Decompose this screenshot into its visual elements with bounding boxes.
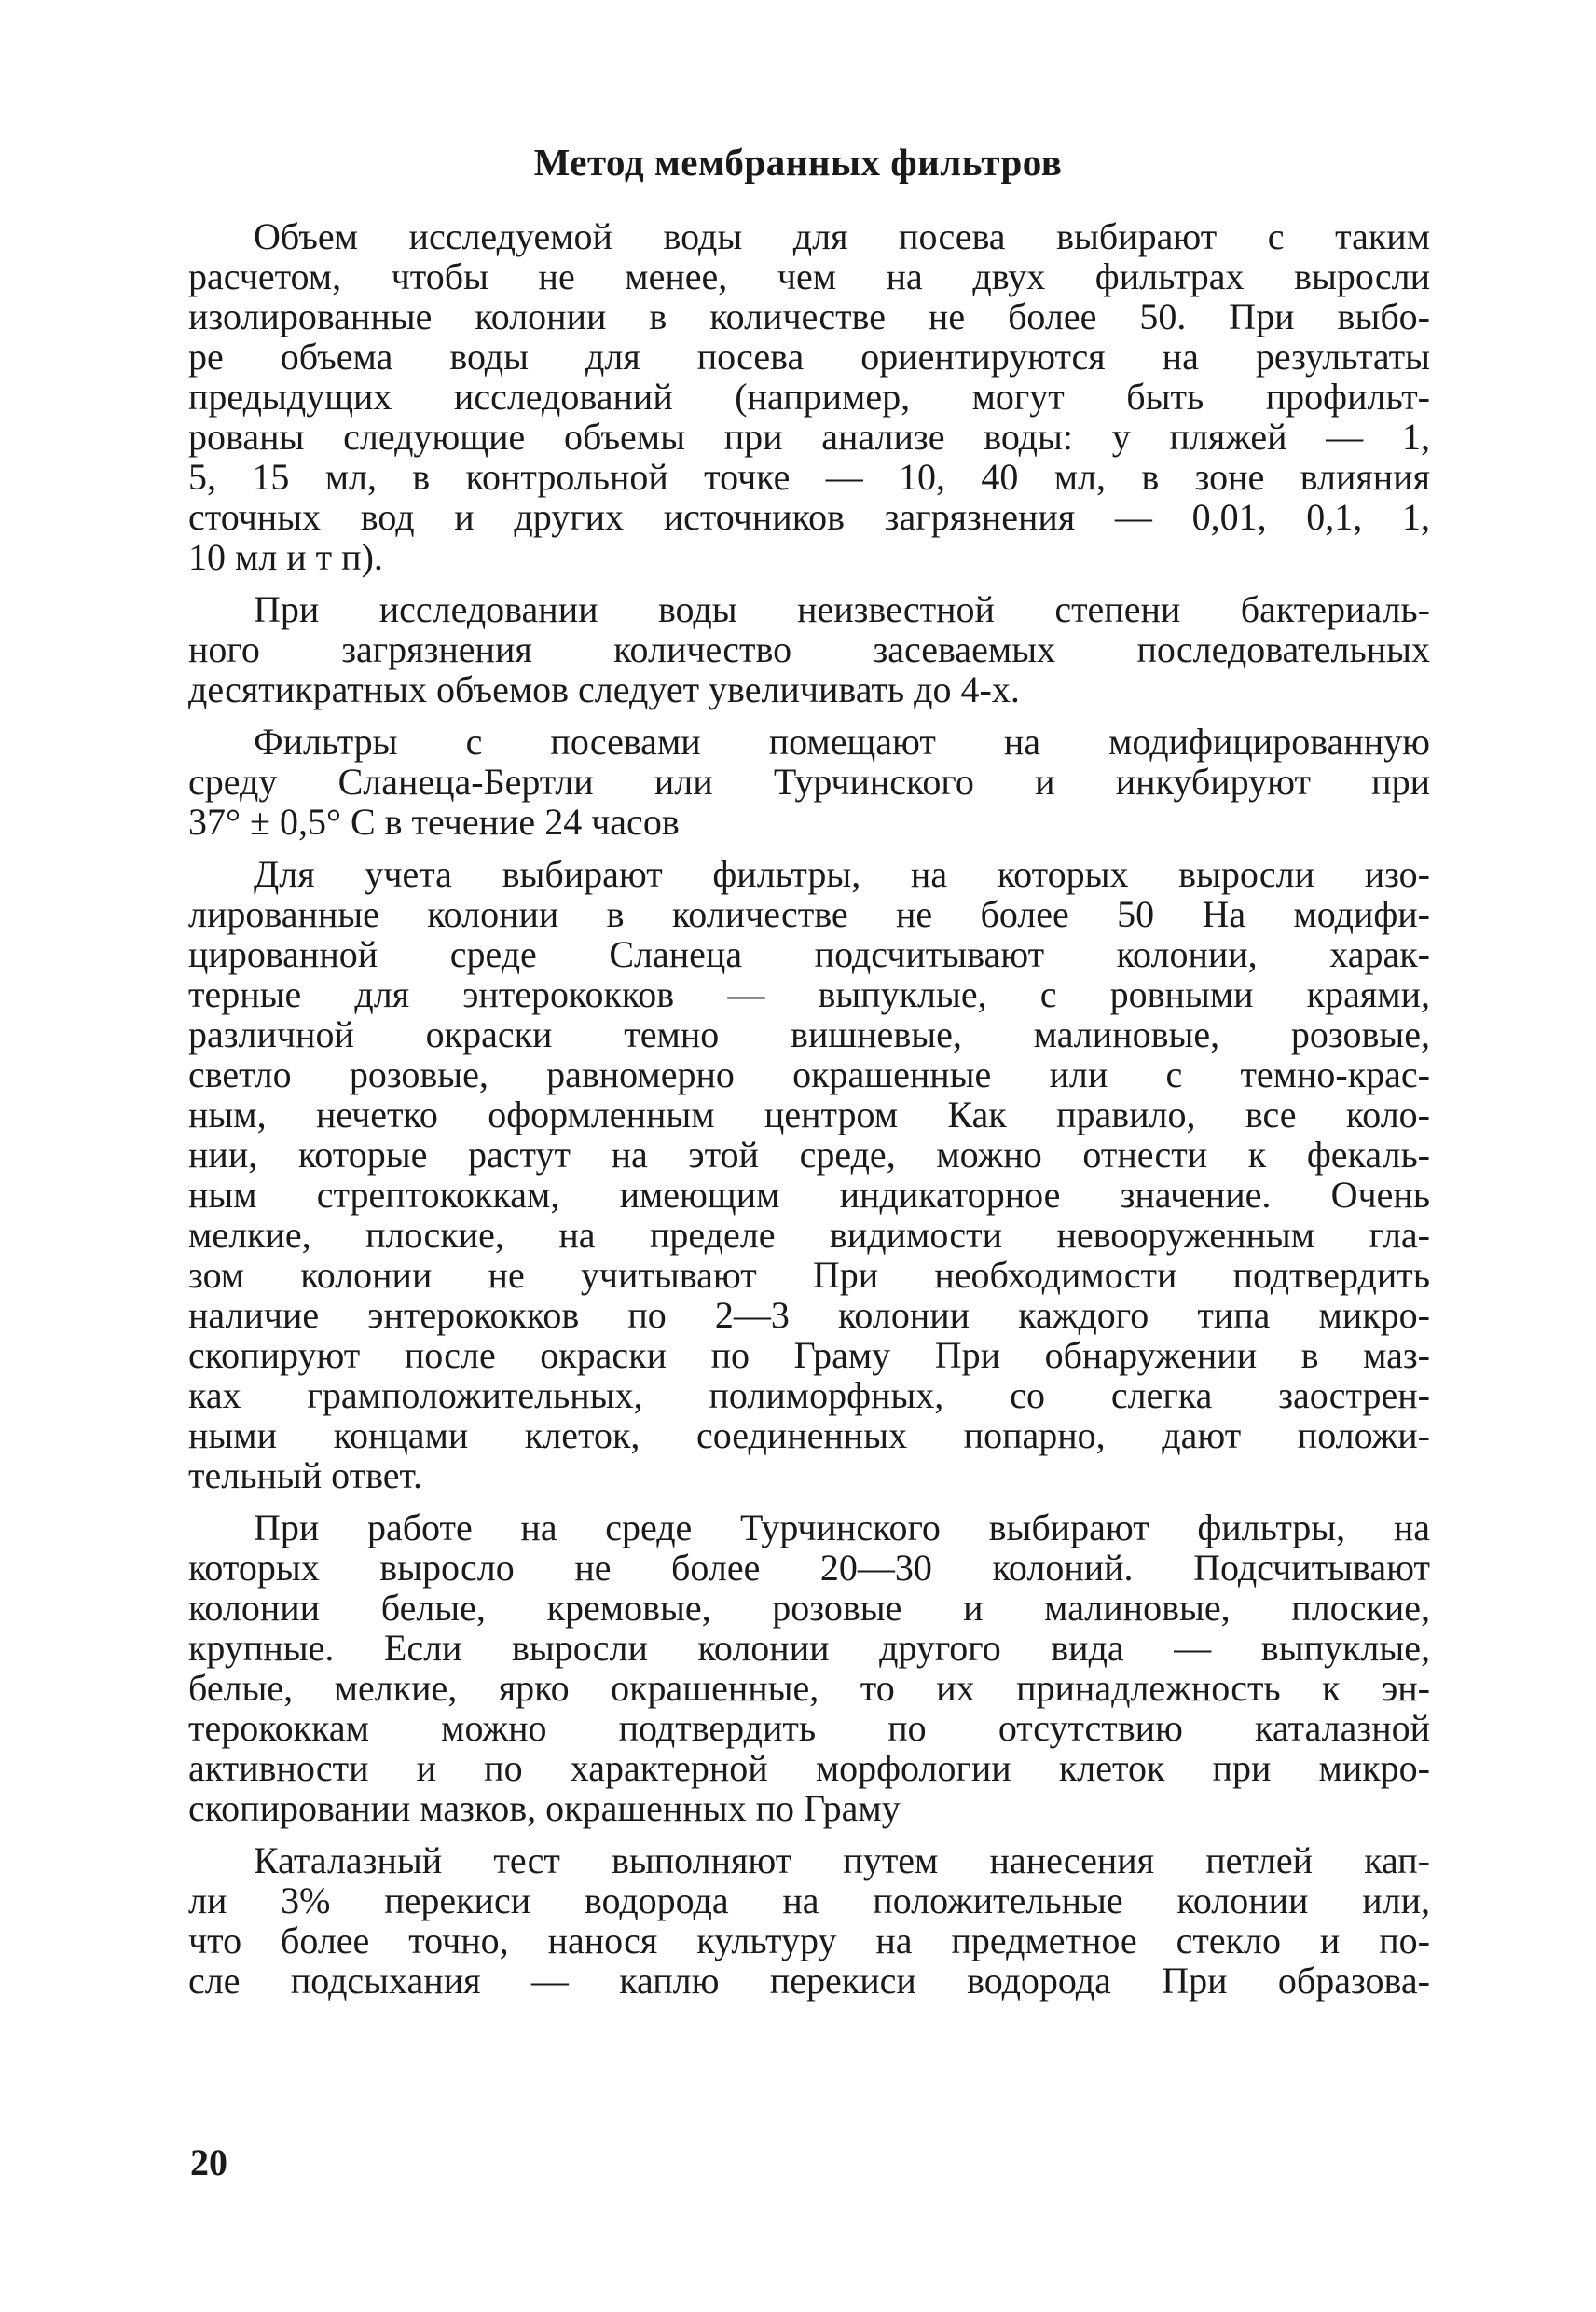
text-line: среду Сланеца-Бертли или Турчинского и инкубируют при — [188, 761, 1430, 803]
text-line: колонии белые, кремовые, розовые и малиновые, плоские, — [188, 1587, 1430, 1629]
paragraph — [188, 722, 1430, 842]
text-line: нии, которые растут на этой среде, можно отнести к фекаль- — [188, 1134, 1430, 1176]
text-line: ного загрязнения количество засеваемых последовательных — [188, 628, 1430, 670]
text-line: Объем исследуемой воды для посева выбирают с таким — [254, 215, 1430, 257]
text-line: сле подсыхания — каплю перекиси водорода При образова- — [188, 1960, 1430, 2002]
text-line: скопировании мазков, окрашенных по Граму — [188, 1787, 901, 1829]
text-line: изолированные колонии в количестве не более 50. При выбо- — [188, 296, 1430, 337]
text-line: 5, 15 мл, в контрольной точке — 10, 40 мл, в зоне влияния — [188, 456, 1430, 498]
text-line: рованы следующие объемы при анализе воды: у пляжей — 1, — [188, 416, 1430, 458]
paragraph — [188, 589, 1430, 709]
text-line: ре объема воды для посева ориентируются на результаты — [188, 336, 1430, 378]
text-line: которых выросло не более 20—30 колоний. Подсчитывают — [188, 1547, 1430, 1589]
text-line: цированной среде Сланеца подсчитывают колонии, харак- — [188, 933, 1430, 975]
text-line: белые, мелкие, ярко окрашенные, то их принадлежность к эн- — [188, 1667, 1430, 1709]
body-text — [188, 216, 1430, 2013]
text-line: Для учета выбирают фильтры, на которых выросли изо- — [254, 853, 1430, 895]
text-line: ли 3% перекиси водорода на положительные колонии или, — [188, 1879, 1430, 1921]
text-line: сточных вод и других источников загрязнения — 0,01, 0,1, 1, — [188, 496, 1430, 538]
text-line: ным, нечетко оформленным центром Как правило, все коло- — [188, 1094, 1430, 1135]
text-line: активности и по характерной морфологии клеток при микро- — [188, 1747, 1430, 1789]
text-line: мелкие, плоские, на пределе видимости невооруженным гла- — [188, 1214, 1430, 1256]
text-line: ках грамположительных, полиморфных, со слегка заострен- — [188, 1374, 1430, 1416]
text-line: 37° ± 0,5° С в течение 24 часов — [188, 801, 680, 843]
text-line: различной окраски темно вишневые, малиновые, розовые, — [188, 1013, 1430, 1055]
section-title: Метод мембранных фильтров — [533, 141, 1063, 184]
text-line: крупные. Если выросли колонии другого вида — выпуклые, — [188, 1627, 1430, 1669]
text-line: 10 мл и т п). — [188, 536, 383, 578]
paragraph — [188, 216, 1430, 577]
text-line: ным стрептококкам, имеющим индикаторное значение. Очень — [188, 1174, 1430, 1216]
text-line: десятикратных объемов следует увеличивать до 4-х. — [188, 668, 1020, 710]
text-line: что более точно, нанося культуру на предметное стекло и по- — [188, 1920, 1430, 1961]
text-line: ными концами клеток, соединенных попарно, дают положи- — [188, 1414, 1430, 1456]
text-line: предыдущих исследований (например, могут быть профильт- — [188, 376, 1430, 418]
text-line: терококкам можно подтвердить по отсутствию каталазной — [188, 1707, 1430, 1749]
text-line: скопируют после окраски по Граму При обнаружении в маз- — [188, 1334, 1430, 1376]
text-line: тельный ответ. — [188, 1454, 422, 1496]
text-line: светло розовые, равномерно окрашенные или с темно-крас- — [188, 1053, 1430, 1095]
paragraph — [188, 1507, 1430, 1828]
paragraph — [188, 854, 1430, 1495]
text-line: зом колонии не учитывают При необходимости подтвердить — [188, 1254, 1430, 1296]
text-line: наличие энтерококков по 2—3 колонии каждого типа микро- — [188, 1294, 1430, 1336]
paragraph — [188, 1840, 1430, 2001]
text-line: расчетом, чтобы не менее, чем на двух фильтрах выросли — [188, 255, 1430, 297]
text-line: терные для энтерококков — выпуклые, с ровными краями, — [188, 973, 1430, 1015]
page-number: 20 — [190, 2141, 227, 2183]
text-line: При работе на среде Турчинского выбирают фильтры, на — [254, 1507, 1430, 1548]
text-line: лированные колонии в количестве не более 50 На модифи- — [188, 893, 1430, 935]
text-line: При исследовании воды неизвестной степени бактериаль- — [254, 588, 1430, 630]
text-line: Каталазный тест выполняют путем нанесения петлей кап- — [254, 1839, 1430, 1881]
text-line: Фильтры с посевами помещают на модифицированную — [254, 721, 1430, 763]
